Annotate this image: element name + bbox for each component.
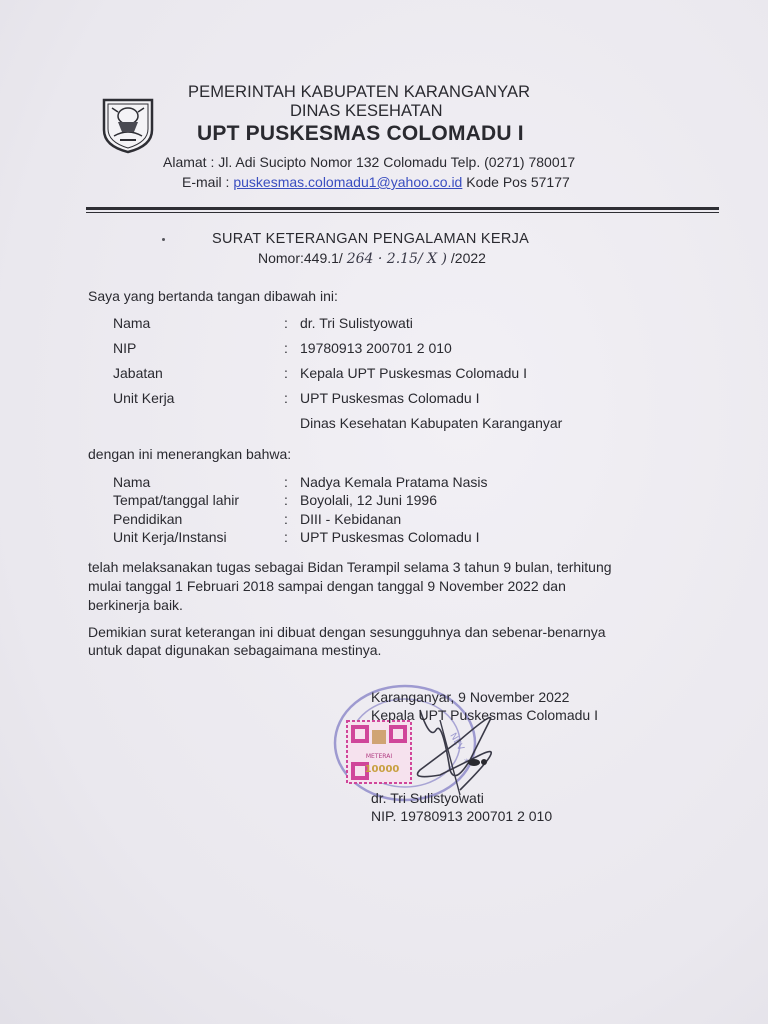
- sign-name: dr. Tri Sulistyowati: [371, 790, 484, 806]
- government-name: PEMERINTAH KABUPATEN KARANGANYAR: [188, 83, 531, 101]
- letter-number-handwritten: 264 · 2.15/ X ): [346, 251, 448, 267]
- signer-name-label: Nama: [113, 315, 151, 331]
- signer-nip-value: 19780913 200701 2 010: [300, 340, 452, 356]
- subject-birth-value: Boyolali, 12 Juni 1996: [300, 492, 437, 508]
- body-paragraph-line: berkinerja baik.: [88, 597, 183, 613]
- header-divider-thick: [86, 207, 719, 210]
- svg-text:*: *: [464, 758, 469, 768]
- subject-education-label: Pendidikan: [113, 511, 183, 527]
- ink-blot: [468, 759, 480, 766]
- email-label: E-mail :: [182, 174, 234, 190]
- colon: :: [284, 511, 288, 527]
- declaration-text: dengan ini menerangkan bahwa:: [88, 446, 292, 462]
- email-link[interactable]: puskesmas.colomadu1@yahoo.co.id: [233, 174, 463, 190]
- department-name: DINAS KESEHATAN: [290, 102, 443, 120]
- signer-unit-label: Unit Kerja: [113, 390, 175, 406]
- subject-unit-value: UPT Puskesmas Colomadu I: [300, 529, 480, 545]
- signer-unit-value-line2: Dinas Kesehatan Kabupaten Karanganyar: [300, 415, 563, 431]
- signer-name-value: dr. Tri Sulistyowati: [300, 315, 413, 331]
- signer-nip-label: NIP: [113, 340, 137, 356]
- paper-speck: [162, 238, 165, 241]
- signer-unit-value: UPT Puskesmas Colomadu I: [300, 390, 480, 406]
- letter-number-suffix: /2022: [447, 250, 486, 266]
- sign-position: Kepala UPT Puskesmas Colomadu I: [371, 707, 598, 723]
- sign-place-date: Karanganyar, 9 November 2022: [371, 689, 570, 705]
- header-divider-thin: [86, 212, 719, 213]
- svg-text:NEV: NEV: [447, 731, 466, 753]
- colon: :: [284, 340, 288, 356]
- colon: :: [284, 474, 288, 490]
- body-paragraph-line: telah melaksanakan tugas sebagai Bidan Terampil selama 3 tahun 9 bulan, terhitung: [88, 559, 612, 575]
- meterai-value: 10000: [364, 764, 400, 775]
- institution-name: UPT PUSKESMAS COLOMADU I: [197, 122, 524, 145]
- subject-education-value: DIII - Kebidanan: [300, 511, 402, 527]
- letter-number: [258, 250, 486, 267]
- signer-position-label: Jabatan: [113, 365, 163, 381]
- body-paragraph-line: mulai tanggal 1 Februari 2018 sampai dengan tanggal 9 November 2022 dan: [88, 578, 566, 594]
- letter-number-prefix: Nomor:449.1/: [258, 250, 347, 266]
- regency-emblem-icon: [98, 92, 158, 154]
- sign-nip: NIP. 19780913 200701 2 010: [371, 808, 553, 824]
- colon: :: [284, 365, 288, 381]
- intro-text: Saya yang bertanda tangan dibawah ini:: [88, 288, 338, 304]
- colon: :: [284, 390, 288, 406]
- colon: :: [284, 492, 288, 508]
- subject-name-value: Nadya Kemala Pratama Nasis: [300, 474, 488, 490]
- address-line: Alamat : Jl. Adi Sucipto Nomor 132 Colomadu Telp. (0271) 780017: [163, 154, 576, 170]
- colon: :: [284, 315, 288, 331]
- meterai-label: METERAI: [365, 753, 393, 760]
- subject-unit-label: Unit Kerja/Instansi: [113, 529, 227, 545]
- letter-title: SURAT KETERANGAN PENGALAMAN KERJA: [212, 231, 530, 247]
- subject-name-label: Nama: [113, 474, 151, 490]
- closing-paragraph-line: untuk dapat digunakan sebagaimana mestinya.: [88, 642, 382, 658]
- subject-birth-label: Tempat/tanggal lahir: [113, 492, 240, 508]
- postal-code: Kode Pos 57177: [462, 174, 570, 190]
- colon: :: [284, 529, 288, 545]
- closing-paragraph-line: Demikian surat keterangan ini dibuat dengan sesungguhnya dan sebenar-benarnya: [88, 624, 606, 640]
- signer-position-value: Kepala UPT Puskesmas Colomadu I: [300, 365, 527, 381]
- email-line: [182, 174, 570, 190]
